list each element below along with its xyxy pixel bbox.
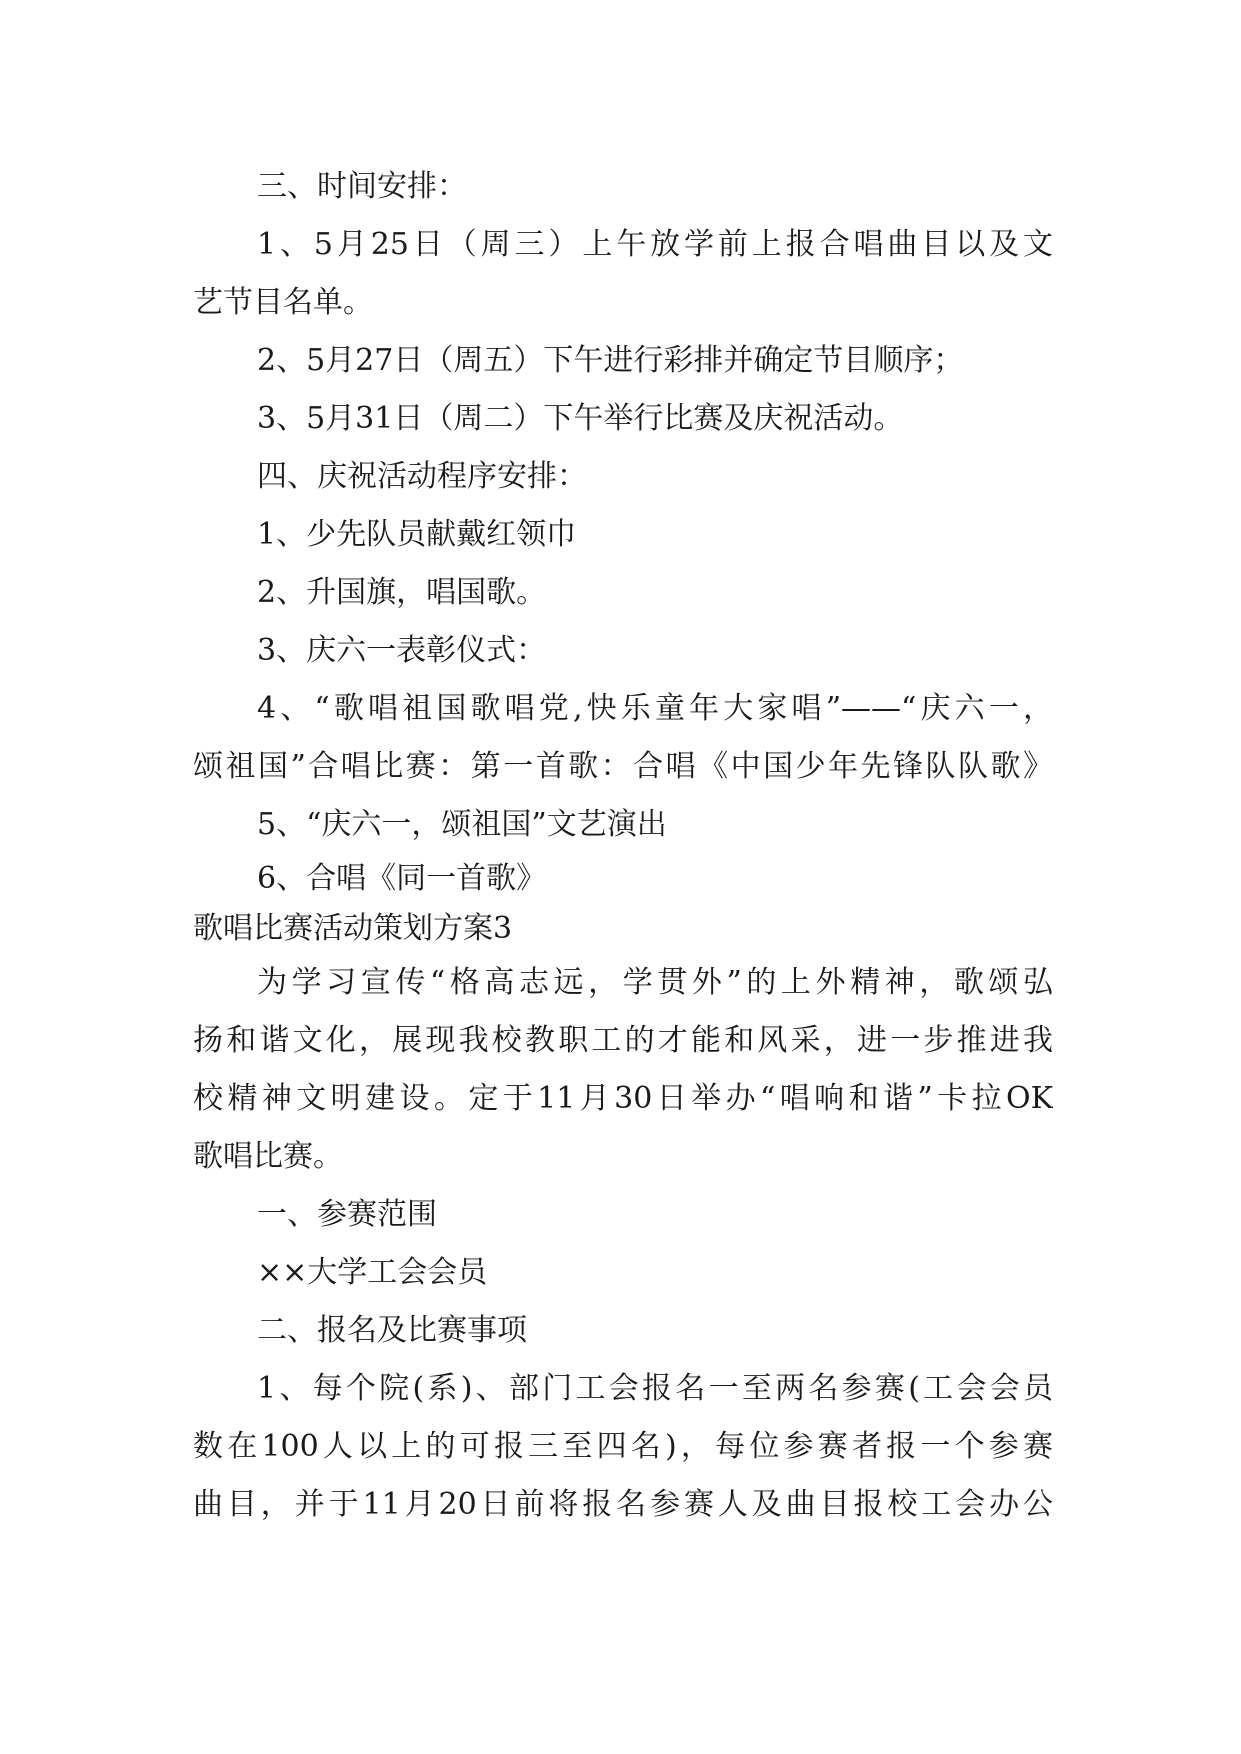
paragraph-line: 数在100人以上的可报三至四名)，每位参赛者报一个参赛 <box>193 1429 1053 1464</box>
paragraph-line: 校精神文明建设。定于11月30日举办“唱响和谐”卡拉OK <box>193 1081 1053 1116</box>
paragraph-line: 2、5月27日（周五）下午进行彩排并确定节目顺序； <box>257 343 964 378</box>
paragraph-line: 1、每个院(系)、部门工会报名一至两名参赛(工会会员 <box>257 1371 1053 1406</box>
paragraph-line: 3、5月31日（周二）下午举行比赛及庆祝活动。 <box>257 401 904 436</box>
list-item: 5、“庆六一，颂祖国”文艺演出 <box>257 807 667 842</box>
section-heading: 三、时间安排： <box>257 169 467 204</box>
paragraph-line: 颂祖国”合唱比赛：第一首歌：合唱《中国少年先锋队队歌》 <box>193 749 1053 784</box>
list-item: 4、“歌唱祖国歌唱党,快乐童年大家唱”——“庆六一， <box>257 691 1053 726</box>
paragraph-line: 为学习宣传“格高志远，学贯外”的上外精神，歌颂弘 <box>257 965 1053 1000</box>
paragraph-line: 扬和谐文化，展现我校教职工的才能和风采，进一步推进我 <box>193 1023 1053 1058</box>
paragraph-line: 歌唱比赛。 <box>193 1139 343 1174</box>
document-body <box>193 158 1053 1534</box>
list-item: 2、升国旗，唱国歌。 <box>257 575 547 610</box>
document-title: 歌唱比赛活动策划方案3 <box>193 911 513 946</box>
section-heading: 四、庆祝活动程序安排： <box>257 459 587 494</box>
list-item: 6、合唱《同一首歌》 <box>257 861 547 896</box>
paragraph-line: ××大学工会会员 <box>257 1255 488 1290</box>
list-item: 3、庆六一表彰仪式： <box>257 633 547 668</box>
paragraph-line: 曲目，并于11月20日前将报名参赛人及曲目报校工会办公 <box>193 1487 1053 1522</box>
paragraph-line: 艺节目名单。 <box>193 285 373 320</box>
list-item: 1、少先队员献戴红领巾 <box>257 517 577 552</box>
paragraph-line: 1、5月25日（周三）上午放学前上报合唱曲目以及文 <box>257 227 1053 262</box>
section-heading: 二、报名及比赛事项 <box>257 1313 527 1348</box>
section-heading: 一、参赛范围 <box>257 1197 437 1232</box>
